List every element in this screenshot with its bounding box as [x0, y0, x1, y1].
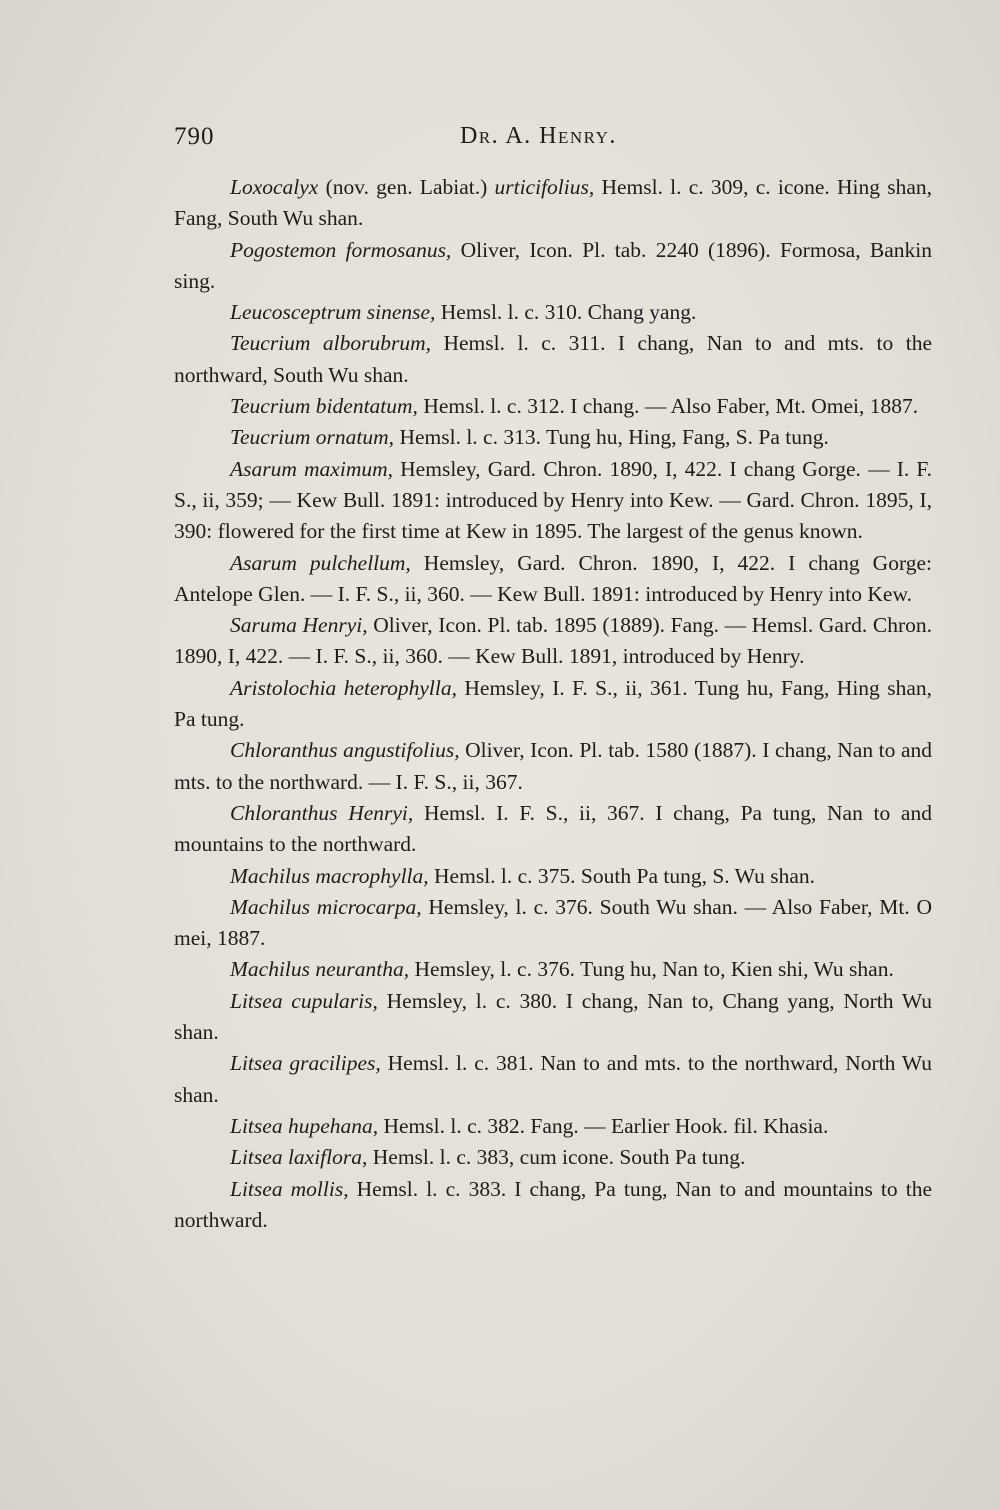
entry-litsea-hupehana	[174, 1111, 932, 1142]
entry-chloranthus-angustifolius	[174, 735, 932, 798]
entry-text: Hemsley, I. F. S., ii, 361. Tung hu, Fang, Hing shan, Pa tung.	[174, 675, 933, 732]
entry-text: Hemsl. l. c. 382. Fang. — Earlier Hook. fil. Khasia.	[378, 1113, 829, 1138]
species-name: Machilus microcarpa,	[230, 894, 422, 919]
entry-loxocalyx	[174, 172, 932, 235]
entry-text: Hemsl. l. c. 312. I chang. — Also Faber, Mt. Omei, 1887.	[417, 394, 919, 419]
page-header	[174, 123, 934, 159]
entry-text: Oliver, Icon. Pl. tab. 1895 (1889). Fang. — Hemsl. Gard. Chron. 1890, I, 422. — I. F. S., ii, 360. — Kew Bull. 1891, introduced by Henry.	[174, 613, 932, 669]
species-name: urticifolius,	[494, 175, 595, 199]
entry-machilus-neurantha	[174, 954, 932, 985]
species-name: Litsea laxiflora,	[230, 1145, 368, 1170]
entry-aristolochia	[174, 673, 932, 736]
entry-text: Hemsley, l. c. 380. I chang, Nan to, Chang yang, North Wu shan.	[174, 988, 932, 1045]
entry-text: Hemsl. l. c. 313. Tung hu, Hing, Fang, S. Pa tung.	[394, 425, 829, 450]
entry-pogostemon	[174, 235, 932, 298]
entry-saruma-henryi	[174, 610, 932, 673]
species-name: Teucrium alborubrum,	[230, 331, 432, 356]
entry-text: Hemsl. l. c. 311. I chang, Nan to and mts. to the northward, South Wu shan.	[174, 331, 932, 387]
entry-teucrium-ornatum	[174, 422, 932, 453]
species-name: Aristolochia heterophylla,	[230, 675, 457, 700]
species-name: Leucosceptrum sinense,	[230, 300, 436, 325]
entry-text: Hemsley, Gard. Chron. 1890, I, 422. I chang Gorge. — I. F. S., ii, 359; — Kew Bull. 1891: introduced by Henry into Kew. — Gard. Chron. 1895, I, 390: flowered for the first time at Kew in 1895. The largest of the genus known.	[174, 456, 932, 544]
page-body	[174, 172, 932, 1236]
entry-teucrium-alborubrum	[174, 328, 932, 391]
entry-text: Oliver, Icon. Pl. tab. 1580 (1887). I chang, Nan to and mts. to the northward. — I. F. S., ii, 367.	[174, 738, 932, 794]
entry-machilus-macrophylla	[174, 861, 932, 892]
entry-text: Hemsley, l. c. 376. Tung hu, Nan to, Kien shi, Wu shan.	[409, 957, 894, 982]
species-name: Litsea mollis,	[230, 1176, 349, 1201]
entry-teucrium-bidentatum	[174, 391, 932, 422]
entry-text: Hemsl. l. c. 383. I chang, Pa tung, Nan to and mountains to the northward.	[174, 1176, 932, 1232]
entry-text: (nov. gen. Labiat.)	[318, 175, 495, 199]
species-name: Asarum pulchellum,	[230, 550, 411, 575]
entry-text: Hemsley, Gard. Chron. 1890, I, 422. I chang Gorge: Antelope Glen. — I. F. S., ii, 360. — Kew Bull. 1891: introduced by Henry into Kew.	[174, 550, 932, 606]
species-name: Chloranthus Henryi,	[230, 800, 414, 825]
entry-litsea-gracilipes	[174, 1048, 932, 1111]
species-name: Loxocalyx	[230, 175, 319, 199]
species-name: Litsea cupularis,	[230, 988, 378, 1013]
species-name: Saruma Henryi,	[230, 613, 368, 638]
entry-text: Oliver, Icon. Pl. tab. 2240 (1896). Formosa, Bankin sing.	[174, 237, 932, 293]
running-head: Dr. A. Henry.	[460, 123, 617, 149]
species-name: Asarum maximum,	[230, 456, 394, 481]
species-name: Machilus neurantha,	[230, 957, 410, 982]
entry-litsea-mollis	[174, 1174, 932, 1237]
page-number: 790	[174, 123, 215, 150]
species-name: Pogostemon formosanus,	[230, 237, 452, 262]
entry-machilus-microcarpa	[174, 892, 932, 955]
species-name: Litsea hupehana,	[230, 1113, 379, 1138]
species-name: Machilus macrophylla,	[230, 863, 429, 888]
entry-text: Hemsl. l. c. 383, cum icone. South Pa tung.	[367, 1145, 746, 1170]
entry-text: Hemsl. l. c. 381. Nan to and mts. to the northward, North Wu shan.	[174, 1051, 932, 1107]
entry-text: Hemsl. l. c. 375. South Pa tung, S. Wu shan.	[428, 863, 815, 888]
entry-asarum-maximum	[174, 454, 932, 548]
entry-text: Hemsl. l. c. 309, c. icone. Hing shan, Fang, South Wu shan.	[174, 175, 932, 231]
entry-leucosceptrum	[174, 297, 932, 328]
entry-text: Hemsl. I. F. S., ii, 367. I chang, Pa tung, Nan to and mountains to the northward.	[174, 800, 932, 857]
species-name: Chloranthus angustifolius,	[230, 738, 460, 763]
entry-text: Hemsl. l. c. 310. Chang yang.	[435, 300, 697, 325]
entry-chloranthus-henryi	[174, 798, 932, 861]
species-name: Teucrium ornatum,	[230, 425, 395, 450]
species-name: Teucrium bidentatum,	[230, 394, 418, 419]
entry-asarum-pulchellum	[174, 548, 932, 611]
entry-litsea-laxiflora	[174, 1142, 932, 1173]
entry-litsea-cupularis	[174, 986, 932, 1049]
entry-text: Hemsley, l. c. 376. South Wu shan. — Also Faber, Mt. O mei, 1887.	[174, 894, 932, 951]
species-name: Litsea gracilipes,	[230, 1051, 381, 1076]
